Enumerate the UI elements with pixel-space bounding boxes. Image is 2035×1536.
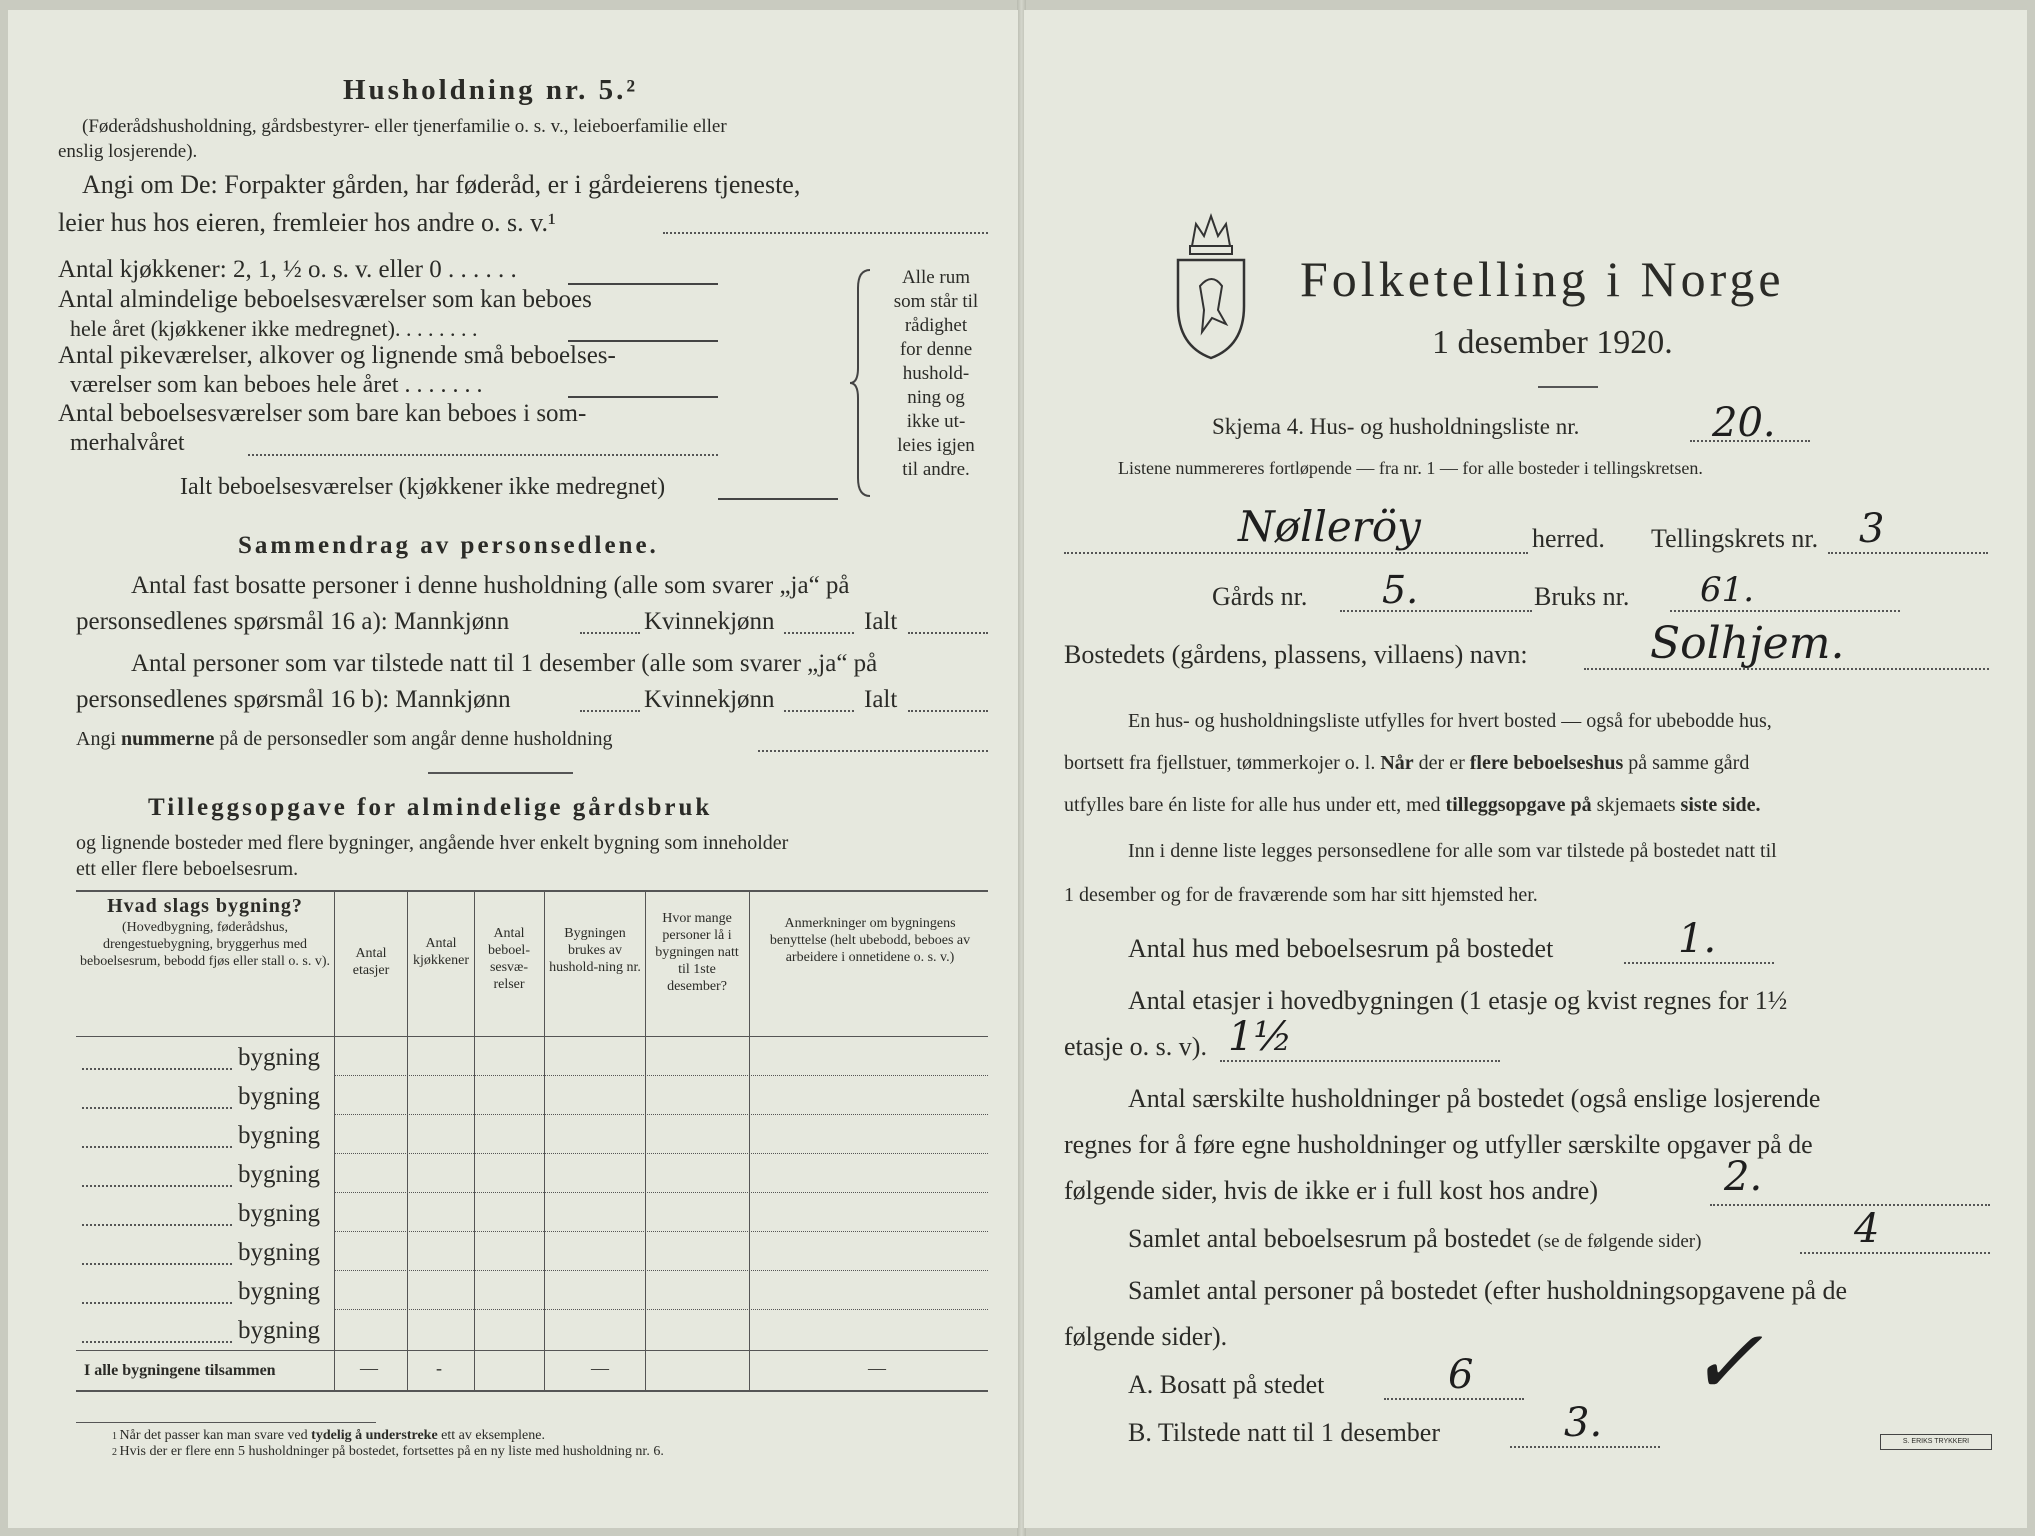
building-row-line (82, 1263, 232, 1265)
form-date: 1 desember 1920. (1432, 324, 1673, 361)
tellingskrets-value: 3 (1859, 506, 1885, 552)
col-persons: Hvor mange personer lå i bygningen natt til 1ste desember? (655, 911, 739, 994)
col-remarks: Anmerkninger om bygningens benyttelse (helt ubebodd, beboes av arbeidere i onnetidene o. s. v.) (769, 916, 971, 965)
left-page (8, 10, 1018, 1528)
angi-line-2: leier hus hos eieren, fremleier hos andre o. s. v.¹ (58, 208, 556, 237)
gards-label: Gårds nr. (1212, 582, 1308, 611)
q-rum-label: Samlet antal beboelsesrum på bostedet (se de følgende sider) (1128, 1224, 1702, 1253)
q-b-label: B. Tilstede natt til 1 desember (1128, 1418, 1440, 1447)
q-hush-2: regnes for å føre egne husholdninger og utfyller særskilte opgaver på de (1064, 1130, 1813, 1159)
check-mark: ✓ (1688, 1310, 1764, 1415)
summary-heading: Sammendrag av personsedlene. (238, 532, 659, 559)
col-floors: Antal etasjer (352, 946, 390, 978)
summary-1a: Antal fast bosatte personer i denne husholdning (alle som svarer „ja“ på (131, 572, 850, 599)
building-row-label: bygning (238, 1044, 320, 1071)
summary-2a: Antal personer som var tilstede natt til 1 desember (alle som svarer „ja“ på (131, 650, 878, 677)
divider (428, 772, 573, 774)
total-household: — (591, 1358, 609, 1378)
household-note: (Føderådshusholdning, gårdsbestyrer- eller tjenerfamilie o. s. v., leieboerfamilie eller (82, 116, 727, 137)
footnote-1: 1 Når det passer kan man svare ved tydelig å understreke ett av eksemplene. (112, 1428, 545, 1443)
building-row-label: bygning (238, 1161, 320, 1188)
q-hush-1: Antal særskilte husholdninger på bostedet (også enslige losjerende (1128, 1084, 1821, 1113)
ialt-label-1: Ialt (864, 608, 898, 635)
ialt-label-2: Ialt (864, 686, 898, 713)
total-kitchens: - (436, 1358, 442, 1378)
household-note-2: enslig losjerende). (58, 141, 198, 162)
gards-value: 5. (1382, 568, 1419, 612)
q-pers-1: Samlet antal personer på bostedet (efter husholdningsopgavene på de (1128, 1276, 1848, 1305)
building-row-line (82, 1107, 232, 1109)
kitchens-label: Antal kjøkkener: 2, 1, ½ o. s. v. eller 0 . . . . . . (58, 256, 517, 283)
rooms-2-line (568, 396, 718, 398)
bruks-value: 61. (1700, 570, 1755, 610)
bosted-label: Bostedets (gårdens, plassens, villaens) navn: (1064, 640, 1528, 669)
q-a-label: A. Bosatt på stedet (1128, 1370, 1325, 1399)
intro-2: bortsett fra fjellstuer, tømmerkojer o. l. Når der er flere beboelseshus på samme gård (1064, 752, 1750, 774)
col-household: Bygningen brukes av hushold-ning nr. (549, 926, 641, 975)
building-row-label: bygning (238, 1122, 320, 1149)
tellingskrets-label: Tellingskrets nr. (1651, 524, 1819, 553)
inn-1: Inn i denne liste legges personsedlene for alle som var tilstede på bostedet natt til (1128, 840, 1777, 862)
q-hush-value: 2. (1724, 1154, 1763, 1200)
rooms-2b: værelser som kan beboes hele året . . . . . . . (70, 372, 483, 398)
tillegg-2: ett eller flere beboelsesrum. (76, 858, 299, 880)
building-row-label: bygning (238, 1083, 320, 1110)
q-b-value: 3. (1564, 1400, 1603, 1446)
bosted-value: Solhjem. (1650, 618, 1845, 669)
building-row-label: bygning (238, 1317, 320, 1344)
brace-note: Alle rum som står til rådighet for denne hushold- ning og ikke ut- leies igjen til andre. (893, 267, 979, 480)
table-row-divider (334, 1114, 988, 1115)
coat-of-arms-icon (1172, 206, 1250, 362)
inn-2: 1 desember og for de fraværende som har sitt hjemsted her. (1064, 884, 1538, 906)
herred-value: Nølleröy (1238, 502, 1421, 551)
rooms-3b: merhalvåret (70, 430, 185, 456)
col-building-type: Hvad slags bygning? (Hovedbygning, føderådshus, drengestuebygning, bryggerhus med beboelsesrum, bebodd fjøs eller stall o. s. v). (79, 895, 330, 969)
printer-stamp: S. ERIKS TRYKKERI (1880, 1434, 1992, 1450)
table-row-divider (334, 1231, 988, 1232)
q-etasjer-1: Antal etasjer i hovedbygningen (1 etasje og kvist regnes for 1½ (1128, 986, 1788, 1015)
total-row-label: I alle bygningene tilsammen (84, 1362, 276, 1379)
intro-1: En hus- og husholdningsliste utfylles for hvert bosted — også for ubebodde hus, (1128, 710, 1772, 732)
building-row-label: bygning (238, 1239, 320, 1266)
summary-2b: personsedlenes spørsmål 16 b): Mannkjønn (76, 686, 511, 713)
q-hus-value: 1. (1678, 916, 1717, 962)
kvinnekjonn-label-2: Kvinnekjønn (644, 686, 775, 713)
rooms-1a: Antal almindelige beboelsesværelser som kan beboes (58, 286, 592, 313)
building-row-line (82, 1068, 232, 1070)
building-row-line (82, 1341, 232, 1343)
herred-label: herred. (1532, 524, 1605, 553)
q-a-value: 6 (1448, 1352, 1474, 1398)
angi-answer-line (663, 232, 988, 234)
table-row-divider (334, 1153, 988, 1154)
angi-nummerne: Angi nummerne på de personsedler som angår denne husholdning (76, 728, 613, 750)
table-row-divider (334, 1192, 988, 1193)
building-row-line (82, 1224, 232, 1226)
q-rum-value: 4 (1854, 1206, 1880, 1252)
rooms-1b: hele året (kjøkkener ikke medregnet). . . . . . . . (70, 316, 478, 341)
footnote-2: 2 Hvis der er flere enn 5 husholdninger på bostedet, fortsettes på en ny liste med husholdning nr. 6. (112, 1444, 664, 1459)
building-row-line (82, 1302, 232, 1304)
building-row-label: bygning (238, 1278, 320, 1305)
skjema-number: 20. (1712, 400, 1776, 446)
q-etasjer-2: etasje o. s. v). (1064, 1032, 1207, 1061)
total-floors: — (360, 1358, 378, 1378)
table-row-divider (334, 1309, 988, 1310)
rooms-3-line (248, 454, 718, 456)
skjema-label: Skjema 4. Hus- og husholdningsliste nr. (1212, 414, 1580, 439)
rooms-3a: Antal beboelsesværelser som bare kan beboes i som- (58, 400, 587, 427)
tillegg-1: og lignende bosteder med flere bygninger, angående hver enkelt bygning som inneholder (76, 832, 789, 854)
bruks-label: Bruks nr. (1534, 582, 1630, 611)
col-rooms: Antal beboel-sesvæ-relser (488, 926, 530, 992)
angi-line-1: Angi om De: Forpakter gården, har føderåd, er i gårdeierens tjeneste, (82, 170, 801, 199)
household-heading: Husholdning nr. 5.² (343, 74, 639, 106)
q-etasjer-value: 1½ (1228, 1014, 1293, 1060)
rooms-total-line (718, 498, 838, 500)
col-kitchens: Antal kjøkkener (413, 936, 469, 968)
rooms-total-label: Ialt beboelsesværelser (kjøkkener ikke medregnet) (180, 474, 666, 500)
table-row-divider (334, 1270, 988, 1271)
intro-3: utfylles bare én liste for alle hus under ett, med tilleggsopgave på skjemaets siste side. (1064, 794, 1761, 816)
q-pers-2: følgende sider). (1064, 1322, 1228, 1351)
building-row-line (82, 1146, 232, 1148)
building-row-label: bygning (238, 1200, 320, 1227)
table-row-divider (334, 1075, 988, 1076)
tillegg-heading: Tilleggsopgave for almindelige gårdsbruk (148, 794, 713, 821)
building-row-line (82, 1185, 232, 1187)
q-hush-3: følgende sider, hvis de ikke er i full kost hos andre) (1064, 1176, 1598, 1205)
kvinnekjonn-label-1: Kvinnekjønn (644, 608, 775, 635)
right-page (1024, 10, 2027, 1528)
brace-icon (848, 268, 878, 498)
q-hus-label: Antal hus med beboelsesrum på bostedet (1128, 934, 1554, 963)
kitchens-line (568, 283, 718, 285)
total-remarks: — (868, 1358, 886, 1378)
listene-note: Listene nummereres fortløpende — fra nr. 1 — for alle bosteder i tellingskretsen. (1118, 458, 1703, 478)
summary-1b: personsedlenes spørsmål 16 a): Mannkjønn (76, 608, 510, 635)
form-title: Folketelling i Norge (1300, 251, 1785, 307)
rooms-2a: Antal pikeværelser, alkover og lignende små beboelses- (58, 342, 616, 369)
